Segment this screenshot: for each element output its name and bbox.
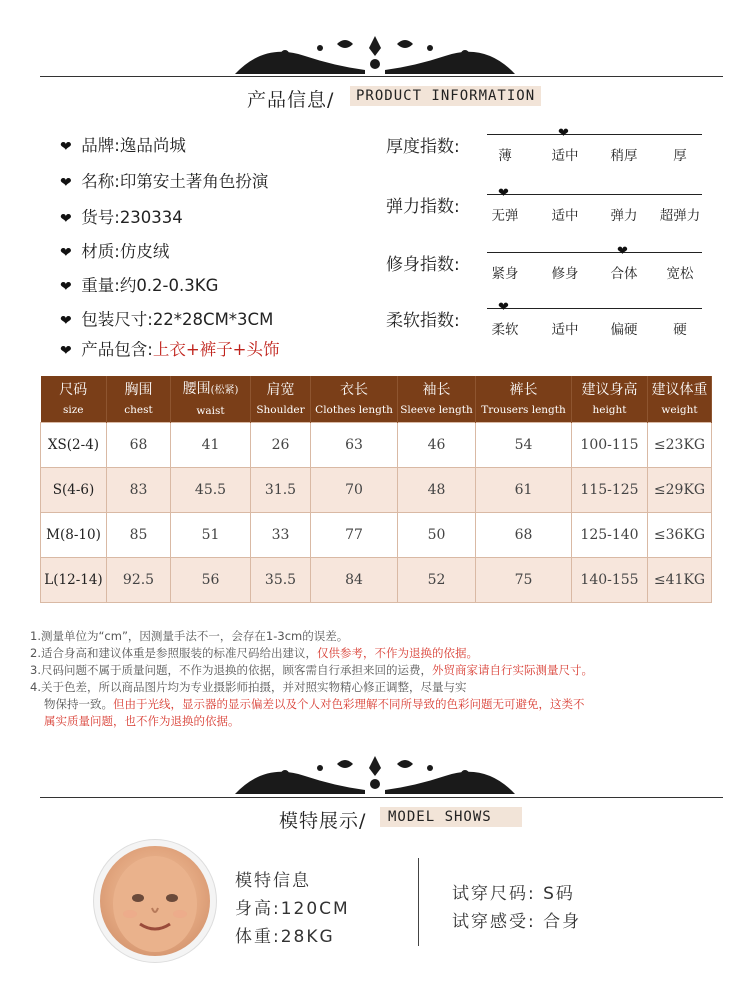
scale-marker-heart-icon: ❤	[498, 300, 509, 315]
model-divider	[418, 858, 419, 946]
size-table-cell: ≤29KG	[648, 468, 712, 513]
scale-option: 偏硬	[610, 322, 638, 338]
info-item-number: ❤ 货号:230334	[60, 208, 183, 227]
size-table-cell: 26	[251, 423, 311, 468]
size-table-cell: 45.5	[171, 468, 251, 513]
size-table-row	[41, 513, 712, 558]
size-table-cell: 51	[171, 513, 251, 558]
info-material: ❤ 材质:仿皮绒	[60, 242, 170, 261]
info-name: ❤ 名称:印第安土著角色扮演	[60, 172, 269, 191]
size-table-row	[41, 558, 712, 603]
size-table-row	[41, 468, 712, 513]
header-size: 尺码 size	[41, 376, 107, 423]
size-table-cell: 83	[107, 468, 171, 513]
size-table-cell: 140-155	[572, 558, 648, 603]
scale-track	[487, 194, 702, 195]
size-table-cell: 33	[251, 513, 311, 558]
top-rule	[40, 76, 723, 77]
size-table-row	[41, 423, 712, 468]
scale-option: 柔软	[491, 322, 519, 338]
heart-icon: ❤	[60, 139, 72, 155]
header-weight: 建议体重 weight	[648, 376, 712, 423]
size-table-cell: 77	[311, 513, 398, 558]
scale-option: 硬	[673, 322, 687, 338]
model-try-feel: 试穿感受: 合身	[452, 912, 582, 932]
size-table-cell: 75	[476, 558, 572, 603]
header-waist: 腰围(松紧) waist	[171, 376, 251, 423]
scale-label: 柔软指数:	[386, 311, 460, 331]
size-table-cell: 50	[398, 513, 476, 558]
heart-icon: ❤	[60, 279, 72, 295]
heart-icon: ❤	[60, 175, 72, 191]
size-table-cell: 92.5	[107, 558, 171, 603]
size-table-cell: ≤41KG	[648, 558, 712, 603]
model-try-size: 试穿尺码: S码	[452, 884, 575, 904]
size-table-cell: 35.5	[251, 558, 311, 603]
ornament-divider-top	[225, 34, 525, 76]
scale-option: 薄	[498, 148, 512, 164]
size-chart-table	[40, 376, 712, 603]
model-section-title: 模特展示/	[279, 810, 367, 832]
size-table-cell: ≤23KG	[648, 423, 712, 468]
model-weight: 体重:28KG	[235, 927, 335, 947]
note-4-line2: 物保持一致。但由于光线，显示器的显示偏差以及个人对色彩理解不同所导致的色彩问题无可避免，这类不	[44, 697, 585, 711]
size-table-cell: 63	[311, 423, 398, 468]
header-trousers-length: 裤长 Trousers length	[476, 376, 572, 423]
heart-icon: ❤	[60, 211, 72, 227]
size-table-cell: 54	[476, 423, 572, 468]
size-table-cell: 68	[476, 513, 572, 558]
scale-option: 修身	[551, 266, 579, 282]
size-table-cell: 48	[398, 468, 476, 513]
scale-track	[487, 252, 702, 253]
scale-option: 宽松	[666, 266, 694, 282]
model-info-heading: 模特信息	[235, 871, 311, 891]
face-icon	[100, 846, 210, 956]
note-4: 4.关于色差，所以商品图片均为专业摄影师拍摄，并对照实物精心修正调整，尽量与实	[30, 680, 467, 694]
scale-option: 合体	[610, 266, 638, 282]
size-table-cell: M(8-10)	[41, 513, 107, 558]
scale-track	[487, 308, 702, 309]
size-table-cell: 56	[171, 558, 251, 603]
scale-option: 无弹	[491, 208, 519, 224]
size-table-cell: 61	[476, 468, 572, 513]
size-table-cell: 84	[311, 558, 398, 603]
size-table-cell: 41	[171, 423, 251, 468]
size-table-cell: L(12-14)	[41, 558, 107, 603]
ornament-divider-bottom	[225, 754, 525, 796]
heart-icon: ❤	[60, 343, 72, 359]
size-table-cell: 70	[311, 468, 398, 513]
size-table-cell: ≤36KG	[648, 513, 712, 558]
scale-option: 超弹力	[659, 208, 701, 224]
header-clothes-length: 衣长 Clothes length	[311, 376, 398, 423]
note-3: 3.尺码问题不属于质量问题，不作为退换的依据，顾客需自行承担来回的运费，外贸商家请自行实际测量尺寸。	[30, 663, 593, 677]
scale-option: 适中	[551, 208, 579, 224]
size-table-cell: 46	[398, 423, 476, 468]
header-sleeve-length: 袖长 Sleeve length	[398, 376, 476, 423]
scale-marker-heart-icon: ❤	[558, 126, 569, 141]
heart-icon: ❤	[60, 313, 72, 329]
header-height: 建议身高 height	[572, 376, 648, 423]
model-rule	[40, 797, 723, 798]
size-table-cell: 68	[107, 423, 171, 468]
size-table-cell: 125-140	[572, 513, 648, 558]
model-height: 身高:120CM	[235, 899, 350, 919]
size-table-cell: XS(2-4)	[41, 423, 107, 468]
size-table-cell: 115-125	[572, 468, 648, 513]
scale-option: 适中	[551, 322, 579, 338]
scale-option: 适中	[551, 148, 579, 164]
scale-option: 厚	[673, 148, 687, 164]
product-section-subtitle: PRODUCT INFORMATION	[350, 86, 541, 106]
scale-label: 厚度指数:	[386, 137, 460, 157]
scale-label: 弹力指数:	[386, 197, 460, 217]
header-chest: 胸围 chest	[107, 376, 171, 423]
heart-icon: ❤	[60, 245, 72, 261]
model-avatar	[100, 846, 210, 956]
header-shoulder: 肩宽 Shoulder	[251, 376, 311, 423]
scale-marker-heart-icon: ❤	[617, 244, 628, 259]
info-weight: ❤ 重量:约0.2-0.3KG	[60, 276, 219, 295]
size-table-cell: 85	[107, 513, 171, 558]
size-table-header-row	[41, 376, 712, 423]
scale-track	[487, 134, 702, 135]
note-2: 2.适合身高和建议体重是参照服装的标准尺码给出建议，仅供参考，不作为退换的依据。	[30, 646, 478, 660]
note-1: 1.测量单位为“cm”，因测量手法不一，会存在1-3cm的误差。	[30, 629, 349, 643]
product-section-title: 产品信息/	[247, 89, 335, 111]
model-section-subtitle: MODEL SHOWS	[380, 807, 522, 827]
scale-option: 稍厚	[610, 148, 638, 164]
scale-option: 弹力	[610, 208, 638, 224]
info-package-size: ❤ 包装尺寸:22*28CM*3CM	[60, 310, 274, 329]
size-table-cell: 31.5	[251, 468, 311, 513]
info-brand: ❤ 品牌:逸品尚城	[60, 136, 186, 155]
scale-option: 紧身	[491, 266, 519, 282]
info-contents: ❤ 产品包含:上衣+裤子+头饰	[60, 340, 280, 359]
size-table-cell: 52	[398, 558, 476, 603]
note-4-line3: 属实质量问题，也不作为退换的依据。	[44, 714, 240, 728]
scale-label: 修身指数:	[386, 255, 460, 275]
size-table-cell: S(4-6)	[41, 468, 107, 513]
scale-marker-heart-icon: ❤	[498, 186, 509, 201]
size-table-cell: 100-115	[572, 423, 648, 468]
